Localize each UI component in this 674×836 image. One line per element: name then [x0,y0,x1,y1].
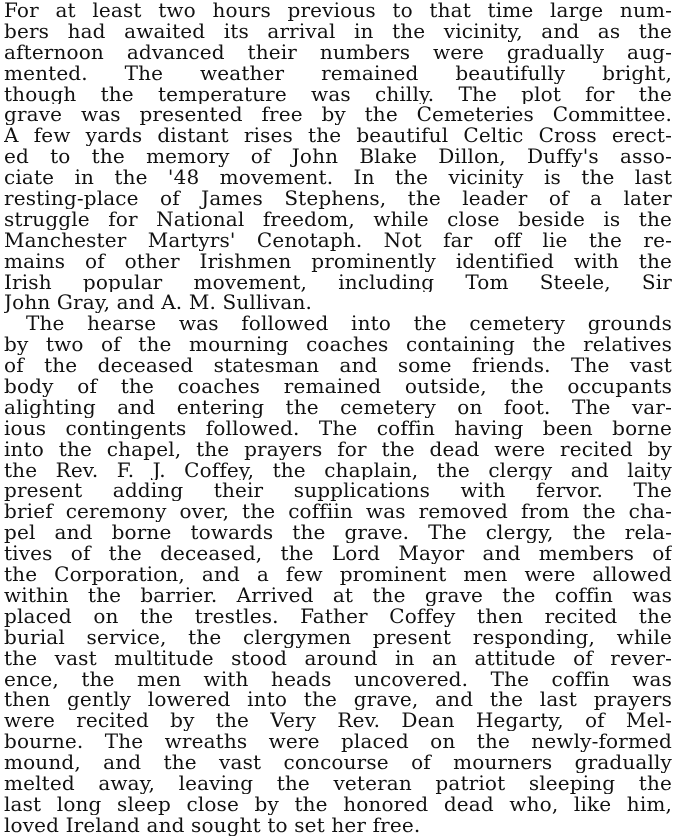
text-line: the Corporation, and a few prominent men were allowed [4,564,672,585]
text-line: ciate in the '48 movement. In the vicinity is the last [4,167,672,189]
text-line: Irish popular movement, including Tom Steele, Sir [4,271,672,293]
text-line: the vast multitude stood around in an attitude of rever- [4,647,672,669]
text-line: mound, and the vast concourse of mourners gradually [4,752,672,773]
text-line: tives of the deceased, the Lord Mayor and members of [4,543,672,565]
text-line: alighting and entering the cemetery on foot. The var- [4,396,672,418]
text-line: the Rev. F. J. Coffey, the chaplain, the clergy and laity [4,459,672,481]
text-line: afternoon advanced their numbers were gradually aug- [4,41,672,63]
text-line: were recited by the Very Rev. Dean Hegarty, of Mel- [4,710,672,732]
text-line: bourne. The wreaths were placed on the newly-formed [4,731,672,753]
text-line: ence, the men with heads uncovered. The coffin was [4,668,672,690]
paragraph-1 [4,0,672,313]
text-line: burial service, the clergymen present responding, while [4,626,672,648]
text-line: present adding their supplications with fervor. The [4,480,672,502]
article-column [4,0,672,836]
text-line: struggle for National freedom, while close beside is the [4,208,672,230]
text-line: grave was presented free by the Cemeteries Committee. [4,104,672,126]
paragraph-2 [4,313,672,835]
text-line: loved Ireland and sought to set her free. [4,814,421,836]
text-line: The hearse was followed into the cemetery grounds [26,313,672,335]
text-line: mains of other Irishmen prominently identified with the [4,250,672,272]
text-line: resting-place of James Stephens, the leader of a later [4,188,672,209]
text-line: mented. The weather remained beautifully bright, [4,62,672,84]
text-line: though the temperature was chilly. The plot for the [4,83,672,105]
text-line: within the barrier. Arrived at the grave the coffin was [4,584,672,606]
text-line: by two of the mourning coaches containing the relatives [4,334,672,356]
text-line: John Gray, and A. M. Sullivan. [4,292,313,314]
text-line: pel and borne towards the grave. The clergy, the rela- [4,522,672,544]
text-line: A few yards distant rises the beautiful Celtic Cross erect- [4,125,672,147]
text-line: then gently lowered into the grave, and the last prayers [4,689,672,711]
text-line: For at least two hours previous to that time large num- [4,0,672,21]
text-line: brief ceremony over, the coffiin was removed from the cha- [4,501,672,523]
text-line: Manchester Martyrs' Cenotaph. Not far off lie the re- [4,229,672,251]
text-line: ious contingents followed. The coffin having been borne [4,417,672,439]
text-line: body of the coaches remained outside, the occupants [4,376,672,397]
text-line: placed on the trestles. Father Coffey then recited the [4,605,672,627]
text-line: ed to the memory of John Blake Dillon, Duffy's asso- [4,146,672,168]
text-line: last long sleep close by the honored dead who, like him, [4,793,672,815]
text-line: melted away, leaving the veteran patriot sleeping the [4,772,672,794]
text-line: of the deceased statesman and some friends. The vast [4,355,672,377]
text-line: into the chapel, the prayers for the dead were recited by [4,438,672,460]
text-line: bers had awaited its arrival in the vicinity, and as the [4,20,672,42]
